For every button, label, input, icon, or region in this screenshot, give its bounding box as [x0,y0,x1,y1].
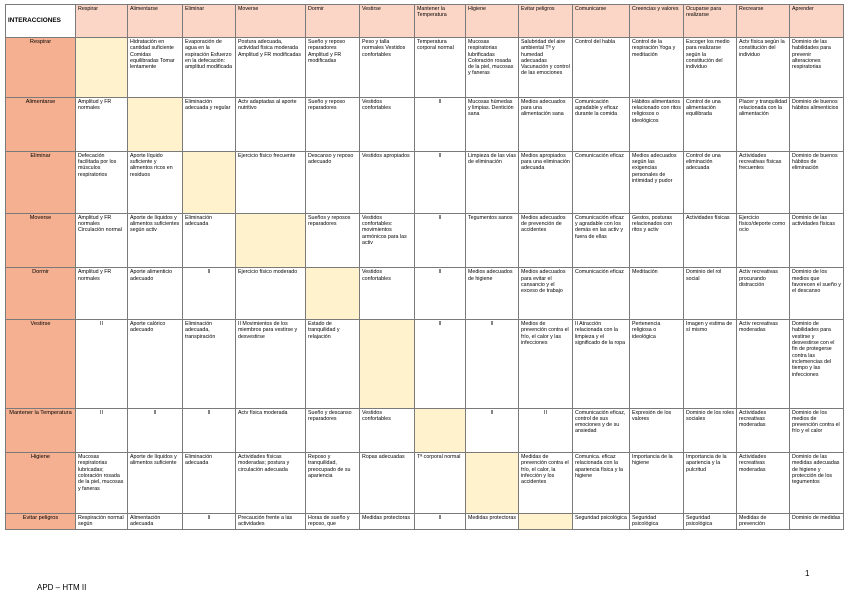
table-cell: Dominio de las medidas adecuadas de higiene y protección de los tegumentos [790,453,844,514]
table-cell: Sueño y descanso reparadores [306,408,360,453]
table-cell: Descanso y reposo adecuado [306,151,360,213]
table-cell: Dominio de medidas [790,514,844,530]
table-cell: Seguridad psicológica [573,514,630,530]
table-cell: Sueño y reposo reparadores Amplitud y FR modificadas [306,38,360,98]
table-cell: Comunica. eficaz relacionada con la apariencia física y la higiene [573,453,630,514]
table-cell: Actividades físicas [684,213,737,268]
table-row [6,320,844,408]
table-cell: Actv física moderada [236,408,306,453]
diagonal-cell [466,453,519,514]
table-cell: II [76,408,128,453]
table-cell: II [76,320,128,408]
table-cell: Dominio de los roles sociales [684,408,737,453]
row-header: Dormir [6,268,76,320]
table-cell: Sueños y reposos reparadores [306,213,360,268]
table-cell: Comunicación eficaz [573,151,630,213]
table-row [6,268,844,320]
diagonal-cell [360,320,415,408]
table-cell: Ejercicio físico frecuente [236,151,306,213]
table-cell: Reposo y tranquilidad, preocupado de su apariencia [306,453,360,514]
column-header: Respirar [76,5,128,38]
table-cell: Activ recreativas procurando distracción [737,268,790,320]
table-cell: Aporte calórico adecuado [128,320,183,408]
column-header: Alimentarse [128,5,183,38]
table-cell: Medios adecuados para evitar el cansancio y el exceso de trabajo [519,268,573,320]
column-header: Ocuparse para realizarse [684,5,737,38]
row-header: Respirar [6,38,76,98]
table-cell: Ejercicio físico moderado [236,268,306,320]
table-cell: II [183,268,236,320]
table-cell: Dominio de buenos hábitos alimenticios [790,97,844,151]
diagonal-cell [76,38,128,98]
table-cell: Pertenencia religiosa o ideológica [630,320,684,408]
column-header: Eliminar [183,5,236,38]
row-header: Vestirse [6,320,76,408]
column-header: Dormir [306,5,360,38]
footer-label: APD – HTM II [37,583,87,592]
table-cell: Dominio del rol social [684,268,737,320]
table-cell: Amplitud y FR normales [76,268,128,320]
table-cell: Limpieza de las vías de eliminación [466,151,519,213]
table-cell: Eliminación adecuada [183,213,236,268]
table-cell: Eliminación adecuada, transpiración [183,320,236,408]
table-cell: Comunicación eficaz y agradable con los demás en las activ y fuera de ellas [573,213,630,268]
table-cell: Hábitos alimentarios relacionado con ritos religiosos o ideológicos [630,97,684,151]
table-cell: Seguridad psicológica [684,514,737,530]
table-cell: II [415,320,466,408]
table-cell: Medios adecuados para una alimentación sana [519,97,573,151]
column-header: Mantener la Temperatura [415,5,466,38]
table-cell: Actividades recreativas moderadas [737,453,790,514]
table-cell: Aporte de líquidos y alimentos suficientes según activ [128,213,183,268]
table-cell: Vestidos confortables [360,97,415,151]
table-cell: Actividades recreativas moderadas [737,408,790,453]
table-cell: Comunicación eficaz [573,268,630,320]
row-header: Evitar peligros [6,514,76,530]
table-cell: Sueño y reposo reparadores [306,97,360,151]
diagonal-cell [236,213,306,268]
table-cell: Salubridad del aire ambiental Tª y humedad adecuadas Vacunación y control de las emociones [519,38,573,98]
table-cell: II Movimientos de los miembros para vestirse y desvestirse [236,320,306,408]
table-cell: Respiración normal según [76,514,128,530]
table-cell: Importancia de la apariencia y la pulcritud [684,453,737,514]
corner-cell: INTERACCIONES [6,5,76,38]
table-cell: II [415,514,466,530]
table-row [6,38,844,98]
row-header: Alimentarse [6,97,76,151]
table-cell: Vestidos confortables: movimientos armónicos para las activ [360,213,415,268]
table-row [6,213,844,268]
table-cell: Horas de sueño y reposo, que [306,514,360,530]
table-cell: II [415,151,466,213]
table-cell: Comunicación eficaz, control de sus emociones y de su ansiedad [573,408,630,453]
diagonal-cell [306,268,360,320]
column-header: Aprender [790,5,844,38]
table-cell: Medidas protectoras [466,514,519,530]
table-cell: Ejercicio físico/deporte como ocio [737,213,790,268]
table-cell: Dominio de las habilidades para prevenir alteraciones respiratorias [790,38,844,98]
table-cell: Expresión de los valores [630,408,684,453]
table-cell: Comunicación agradable y eficaz durante la comida [573,97,630,151]
table-cell: Mucosas respiratorias lubricadas; coloración rosada de la piel, mucosas y faneras [76,453,128,514]
table-cell: Hidratación en cantidad suficiente Comidas equilibradas Tomar lentamente [128,38,183,98]
table-cell: Medios adecuados de higiene [466,268,519,320]
table-cell: Temperatura corporal normal [415,38,466,98]
table-cell: Amplitud y FR normales Circulación normal [76,213,128,268]
column-header: Evitar peligros [519,5,573,38]
table-body [6,38,844,530]
diagonal-cell [519,514,573,530]
table-cell: Ropas adecuadas [360,453,415,514]
table-cell: Actv física según la constitución del individuo [737,38,790,98]
table-cell: II Atracción relacionada con la limpieza y el significado de la ropa [573,320,630,408]
table-cell: Dominio de los medios de prevención contra el frío y el calor [790,408,844,453]
table-cell: Aporte de líquidos y alimentos suficiente [128,453,183,514]
table-cell: Eliminación adecuada y regular [183,97,236,151]
page-number: 1 [805,569,810,578]
table-cell: Alimentación adecuada [128,514,183,530]
table-cell: Mucosas húmedas y limpias. Dentición sana [466,97,519,151]
table-row [6,453,844,514]
row-header: Mantener la Temperatura [6,408,76,453]
row-header: Higiene [6,453,76,514]
table-cell: Medios de prevención contra el frío, el calor y las infecciones [519,320,573,408]
table-cell: Amplitud y FR normales [76,97,128,151]
table-cell: Meditación [630,268,684,320]
table-row [6,514,844,530]
table-cell: Dominio de habilidades para vestirse y desvestirse con el fin de protegerse contra las inclemencias del tiempo y las infecciones [790,320,844,408]
table-cell: Vestidos confortables [360,408,415,453]
diagonal-cell [415,408,466,453]
table-cell: Postura adecuada, actividad física moderada Amplitud y FR modificadas [236,38,306,98]
column-header: Vestirse [360,5,415,38]
table-cell: Tegumentos sanos [466,213,519,268]
table-cell: Medidas de prevención contra el frío, el calor, la infección y los accidentes [519,453,573,514]
table-cell: Dominio de buenos hábitos de eliminación [790,151,844,213]
table-cell: Importancia de la higiene [630,453,684,514]
column-header: Comunicarse [573,5,630,38]
table-cell: II [415,268,466,320]
column-header: Moverse [236,5,306,38]
table-cell: Control de una alimentación equilibrada [684,97,737,151]
table-cell: Vestidos confortables [360,268,415,320]
table-cell: II [183,408,236,453]
table-row [6,151,844,213]
table-cell: Actv adaptadas al aporte nutritivo [236,97,306,151]
table-cell: Medidas protectoras [360,514,415,530]
table-cell: Activ recreativas moderadas [737,320,790,408]
table-cell: Vestidos apropiados [360,151,415,213]
table-cell: Medidas de prevención [737,514,790,530]
row-header: Eliminar [6,151,76,213]
table-cell: Gestos, posturas relacionados con ritos y activ [630,213,684,268]
table-cell: Escoger los medio para realizarse según la constitución del individuo [684,38,737,98]
table-cell: Estado de tranquilidad y relajación [306,320,360,408]
table-cell: Aporte líquido suficiente y alimentos ricos en residuos [128,151,183,213]
table-cell: Peso y talla normales Vestidos confortables [360,38,415,98]
table-cell: Actividades recreativas físicas frecuentes [737,151,790,213]
table-cell: Control de la respiración Yoga y meditación [630,38,684,98]
table-cell: Eliminación adecuada [183,453,236,514]
table-cell: Precaución frente a las actividades [236,514,306,530]
table-cell: Medios apropiados para una eliminación adecuada [519,151,573,213]
interactions-table [5,4,844,530]
table-cell: Dominio de los medios que favorecen el sueño y el descanso [790,268,844,320]
row-header: Moverse [6,213,76,268]
table-row [6,408,844,453]
table-cell: Tª corporal normal [415,453,466,514]
diagonal-cell [128,97,183,151]
table-cell: Dominio de las actividades físicas [790,213,844,268]
table-cell: Aporte alimenticio adecuado [128,268,183,320]
table-cell: II [183,514,236,530]
table-cell: Imagen y estima de sí mismo [684,320,737,408]
table-cell: II [519,408,573,453]
column-header: Creencias y valores [630,5,684,38]
table-cell: Actividades físicas moderadas; postura y circulación adecuada [236,453,306,514]
column-header: Recrearse [737,5,790,38]
table-cell: Seguridad psicológica [630,514,684,530]
table-cell: Control del habla [573,38,630,98]
table-cell: II [415,213,466,268]
table-cell: Evaporación de agua en la espiración Esfuerzo en la defecación: amplitud modificada [183,38,236,98]
header-row [6,5,844,38]
table-cell: Control de una eliminación adecuada [684,151,737,213]
table-cell: Mucosas respiratorias lubrificadas Coloración rosada de la piel, mucosas y faneras [466,38,519,98]
table-cell: Defecación facilitada por los músculos respiratorios [76,151,128,213]
diagonal-cell [183,151,236,213]
column-header: Higiene [466,5,519,38]
table-row [6,97,844,151]
table-cell: II [466,408,519,453]
table-cell: Medios adecuados de prevención de accidentes [519,213,573,268]
table-cell: Placer y tranquilidad relacionada con la alimentación [737,97,790,151]
table-cell: II [128,408,183,453]
table-cell: II [466,320,519,408]
table-cell: II [415,97,466,151]
table-cell: Medios adecuados según las exigencias personales de intimidad y pudor [630,151,684,213]
